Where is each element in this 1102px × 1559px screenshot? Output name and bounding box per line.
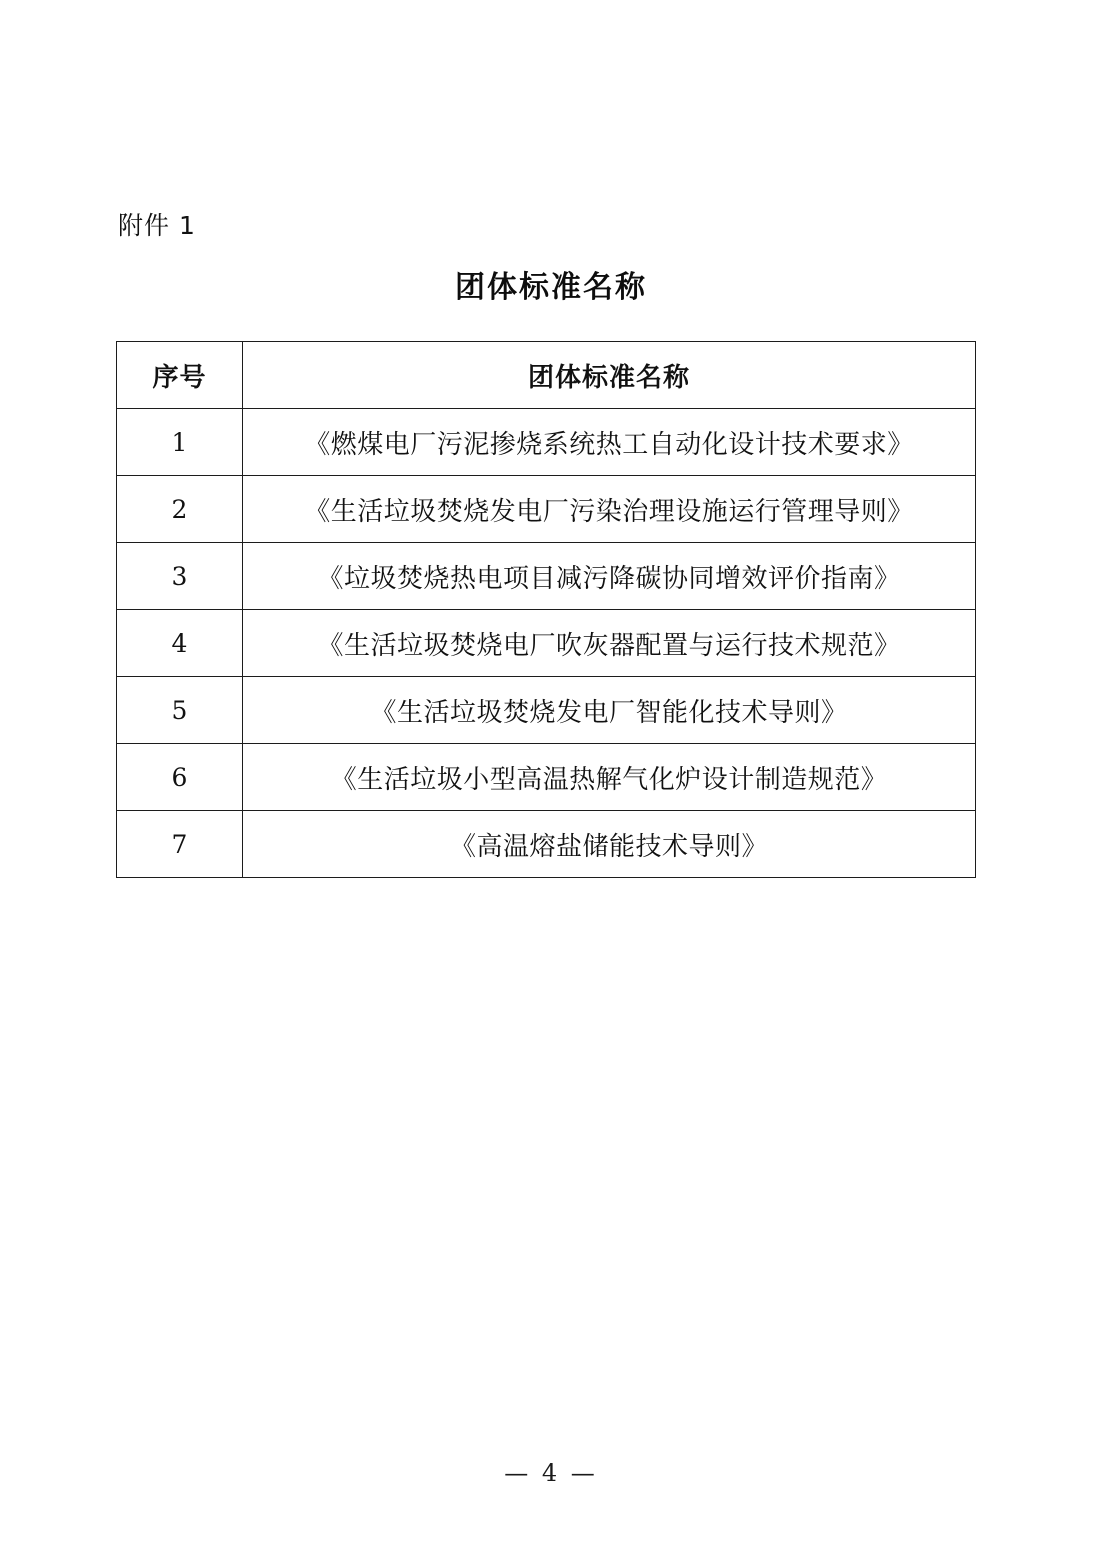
table-row: [117, 409, 976, 476]
table-row: [117, 543, 976, 610]
row-index: 2: [117, 476, 243, 543]
row-index: 3: [117, 543, 243, 610]
table-row: [117, 677, 976, 744]
page-title: 团体标准名称: [455, 270, 647, 305]
row-standard-name: 《生活垃圾小型高温热解气化炉设计制造规范》: [243, 744, 976, 811]
row-index: 6: [117, 744, 243, 811]
table-row: [117, 744, 976, 811]
row-index: 7: [117, 811, 243, 878]
attachment-label: 附件 1: [118, 211, 196, 240]
row-standard-name: 《生活垃圾焚烧发电厂污染治理设施运行管理导则》: [243, 476, 976, 543]
column-header-index: 序号: [117, 342, 243, 409]
row-index: 1: [117, 409, 243, 476]
row-index: 4: [117, 610, 243, 677]
column-header-name: 团体标准名称: [243, 342, 976, 409]
table-header-row: [117, 342, 976, 409]
page-number: — 4 —: [504, 1459, 598, 1487]
row-standard-name: 《生活垃圾焚烧发电厂智能化技术导则》: [243, 677, 976, 744]
row-standard-name: 《高温熔盐储能技术导则》: [243, 811, 976, 878]
row-index: 5: [117, 677, 243, 744]
row-standard-name: 《燃煤电厂污泥掺烧系统热工自动化设计技术要求》: [243, 409, 976, 476]
row-standard-name: 《生活垃圾焚烧电厂吹灰器配置与运行技术规范》: [243, 610, 976, 677]
table-row: [117, 811, 976, 878]
standards-table: [116, 341, 976, 878]
table-row: [117, 610, 976, 677]
row-standard-name: 《垃圾焚烧热电项目减污降碳协同增效评价指南》: [243, 543, 976, 610]
table-row: [117, 476, 976, 543]
